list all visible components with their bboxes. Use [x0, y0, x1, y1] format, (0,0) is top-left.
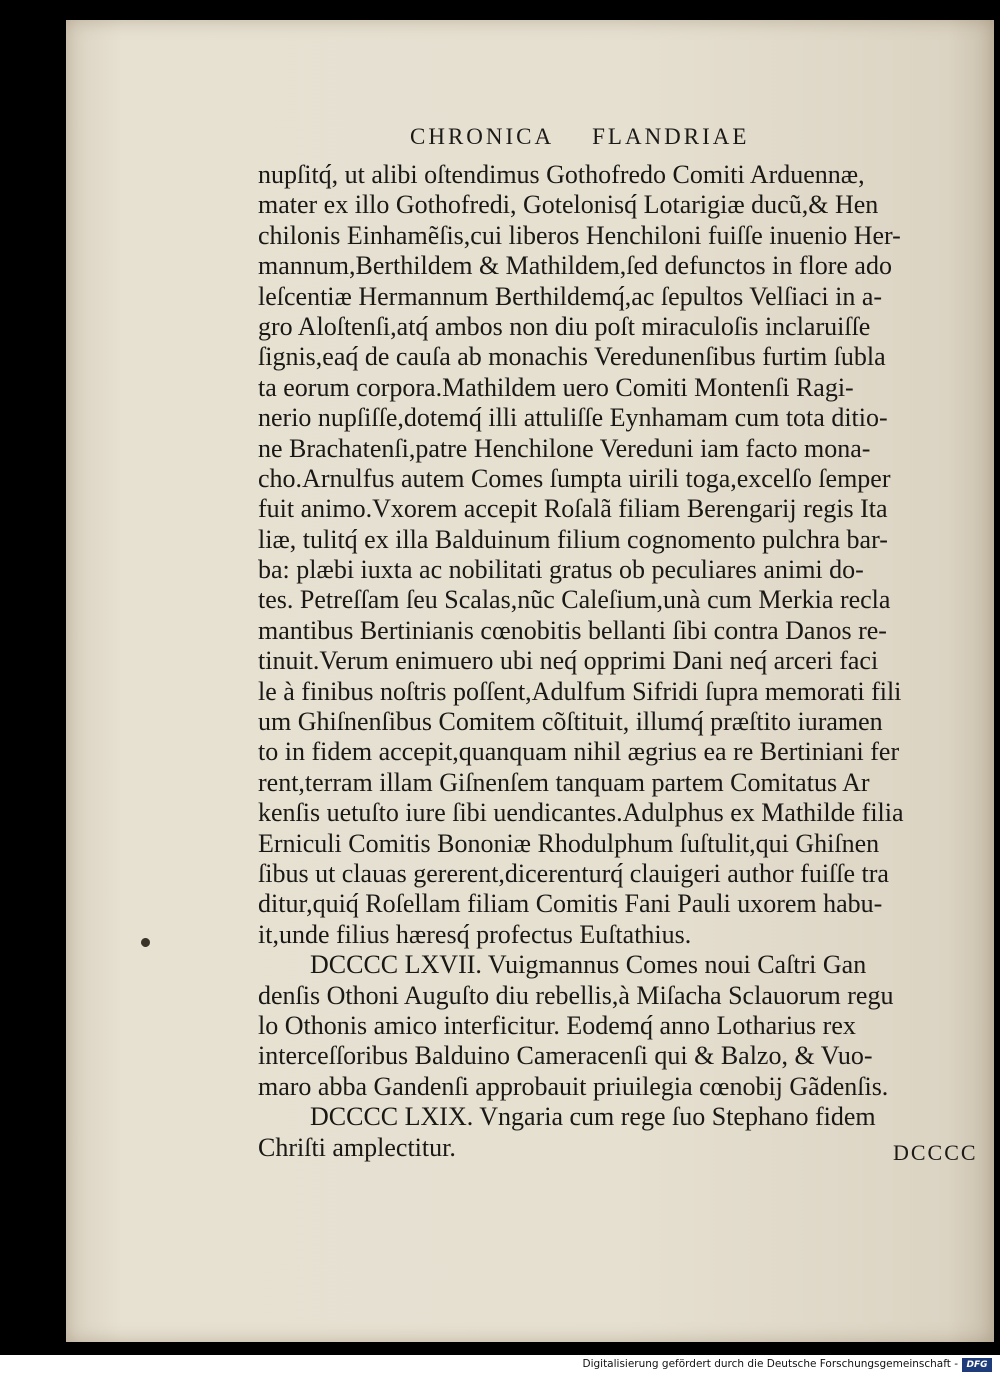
text-line: tinuit.Verum enimuero ubi neq́ opprimi Dani neq́ arceri faci: [258, 646, 879, 676]
text-line: nerio nupſiſſe,dotemq́ illi attuliſſe Eynhamam cum tota ditio-: [258, 403, 888, 433]
text-line: Erniculi Comitis Bononiæ Rhodulphum ſuſtulit,qui Ghiſnen: [258, 828, 880, 858]
text-line: chilonis Einhamẽſis,cui liberos Henchiloni fuiſſe inuenio Her-: [258, 220, 901, 250]
text-line: liæ, tulitq́ ex illa Balduinum filium cognomento pulchra bar-: [258, 524, 888, 554]
text-line: interceſſoribus Balduino Cameracenſi qui & Balzo, & Vuo-: [258, 1041, 873, 1071]
running-head: [410, 124, 830, 150]
text-line: ba: plæbi iuxta ac nobilitati gratus ob peculiares animi do-: [258, 555, 864, 585]
running-head-right: FLANDRIAE: [592, 124, 750, 149]
text-line: ſignis,eaq́ de cauſa ab monachis Veredunenſibus furtim ſubla: [258, 342, 886, 372]
text-line: it,unde filius hæresq́ profectus Euſtathius.: [258, 919, 692, 949]
text-line: rent,terram illam Giſnenſem tanquam partem Comitatus Ar: [258, 767, 870, 797]
text-line: ne Brachatenſi,patre Henchilone Vereduni iam facto mona-: [258, 433, 871, 463]
catchword: DCCCC: [893, 1140, 978, 1165]
text-line: nupſitq́, ut alibi oſtendimus Gothofredo Comiti Arduennæ,: [258, 160, 865, 189]
text-line: ditur,quiq́ Roſellam filiam Comitis Fani Pauli uxorem habu-: [258, 889, 883, 919]
text-line: le à finibus noſtris poſſent,Adulfum Sifridi ſupra memorati fili: [258, 676, 902, 706]
text-line: ſibus ut clauas gererent,dicerenturq́ clauigeri author fuiſſe tra: [258, 858, 889, 888]
dfg-logo: DFG: [962, 1358, 992, 1372]
text-line: cho.Arnulfus autem Comes ſumpta uirili toga,excelſo ſemper: [258, 463, 891, 493]
text-line: fuit animo.Vxorem accepit Roſalã filiam Berengarij regis Ita: [258, 494, 888, 524]
text-line: mannum,Berthildem & Mathildem,ſed defunctos in flore ado: [258, 251, 892, 281]
text-line: kenſis uetuſto iure ſibi uendicantes.Adulphus ex Mathilde filia: [258, 798, 904, 828]
text-line: to in fidem accepit,quanquam nihil ægrius ea re Bertiniani fer: [258, 737, 900, 767]
year-entry-line: DCCCC LXVII. Vuigmannus Comes noui Caſtri Gan: [310, 950, 867, 980]
text-line: denſis Othoni Auguſto diu rebellis,à Miſacha Sclauorum regu: [258, 980, 894, 1010]
text-line: tes. Petreſſam ſeu Scalas,nũc Caleſium,unà cum Merkia recla: [258, 585, 891, 615]
year-entry-line: DCCCC LXIX. Vngaria cum rege ſuo Stephano fidem: [310, 1102, 876, 1132]
main-text: [258, 160, 978, 1163]
text-line: gro Aloſtenſi,atq́ ambos non diu poſt miraculoſis inclaruiſſe: [258, 311, 871, 341]
text-line: um Ghiſnenſibus Comitem cõſtituit, illumq́ præſtito iuramen: [258, 707, 883, 737]
running-head-left: CHRONICA: [410, 124, 555, 149]
text-line: mater ex illo Gothofredi, Gotelonisq́ Lotarigiæ ducũ,& Hen: [258, 190, 879, 220]
footer-bar: [0, 1355, 1000, 1375]
scan-edge: [994, 0, 1000, 1355]
text-line: Chriſti amplectitur.: [258, 1132, 456, 1162]
text-line: lo Othonis amico interficitur. Eodemq́ anno Lotharius rex: [258, 1010, 856, 1040]
text-line: leſcentiæ Hermannum Berthildemq́,ac ſepultos Velſiaci in a-: [258, 281, 883, 311]
text-line: mantibus Bertinianis cœnobitis bellanti ſibi contra Danos re-: [258, 615, 887, 645]
funding-credit: Digitalisierung gefördert durch die Deutsche Forschungsgemeinschaft -: [582, 1358, 958, 1370]
text-line: ta eorum corpora.Mathildem uero Comiti Montenſi Ragi-: [258, 372, 854, 402]
text-line: maro abba Gandenſi approbauit priuilegia cœnobij Gãdenſis.: [258, 1071, 889, 1101]
